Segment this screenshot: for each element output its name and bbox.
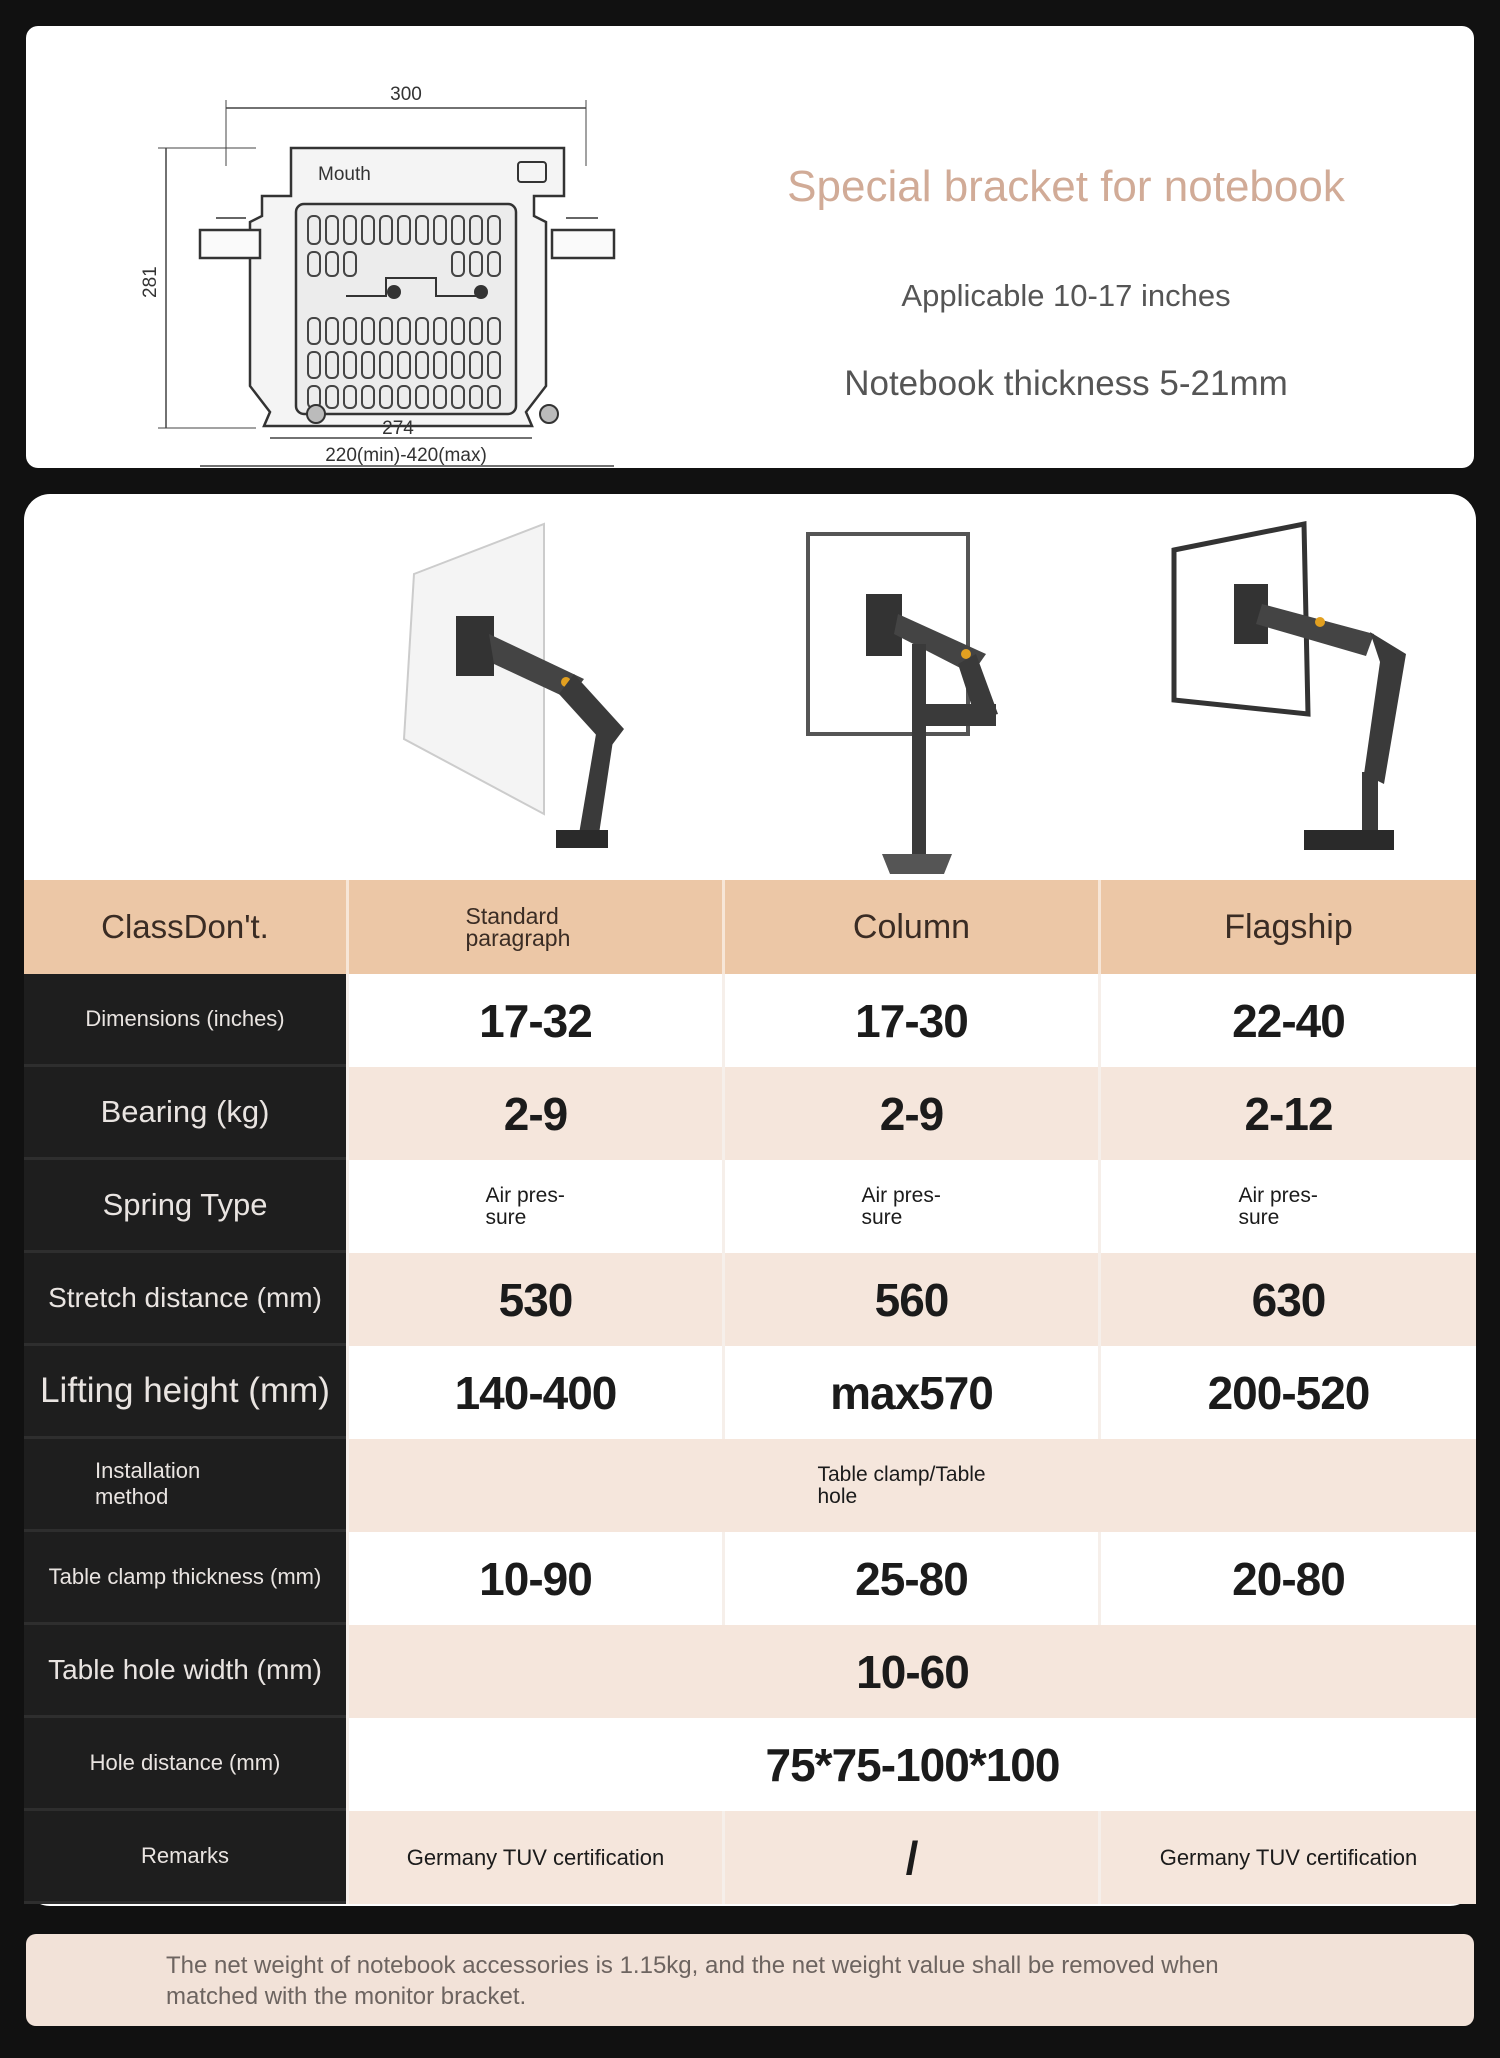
cell-span: 10-60 <box>346 1625 1476 1718</box>
table-row <box>24 1718 1476 1811</box>
weight-note <box>26 1934 1474 2026</box>
notebook-bracket-diagram <box>140 56 666 476</box>
row-label: Bearing (kg) <box>24 1067 346 1160</box>
cell-flagship: 20-80 <box>1098 1532 1476 1625</box>
row-label: Remarks <box>24 1811 346 1904</box>
row-label: Table clamp thickness (mm) <box>24 1532 346 1625</box>
cell-flagship: 22-40 <box>1098 974 1476 1067</box>
row-label: Installation method <box>95 1458 201 1509</box>
notebook-bracket-card <box>26 26 1474 468</box>
cell-standard: 530 <box>346 1253 722 1346</box>
dim-274: 274 <box>382 418 414 439</box>
row-label: Hole distance (mm) <box>24 1718 346 1811</box>
cell-span: 75*75-100*100 <box>346 1718 1476 1811</box>
cell-column: 25-80 <box>722 1532 1098 1625</box>
mouth-label: Mouth <box>318 164 371 185</box>
column-arm-image <box>776 504 1076 874</box>
table-row <box>24 1253 1476 1346</box>
row-label: Stretch distance (mm) <box>24 1253 346 1346</box>
table-row <box>24 1439 1476 1532</box>
header-standard: Standard paragraph <box>465 903 571 951</box>
cell-column: 560 <box>722 1253 1098 1346</box>
table-row <box>24 1160 1476 1253</box>
cell-flagship: Air pres-sure <box>1238 1183 1318 1229</box>
cell-column: 17-30 <box>722 974 1098 1067</box>
cell-standard: 140-400 <box>346 1346 722 1439</box>
dim-300: 300 <box>390 84 422 105</box>
cell-flagship: 200-520 <box>1098 1346 1476 1439</box>
header-column: Column <box>722 880 1098 974</box>
applicable-size: Applicable 10-17 inches <box>901 278 1231 313</box>
table-row <box>24 1625 1476 1718</box>
table-header <box>24 880 1476 974</box>
cell-flagship: Germany TUV certification <box>1098 1811 1476 1904</box>
table-row <box>24 1532 1476 1625</box>
header-flagship: Flagship <box>1098 880 1476 974</box>
spec-table <box>24 880 1476 1904</box>
dim-281: 281 <box>140 266 161 298</box>
row-label: Dimensions (inches) <box>24 974 346 1067</box>
cell-flagship: 630 <box>1098 1253 1476 1346</box>
comparison-card <box>24 494 1476 1906</box>
cell-standard: 2-9 <box>346 1067 722 1160</box>
cell-standard: 10-90 <box>346 1532 722 1625</box>
cell-standard: 17-32 <box>346 974 722 1067</box>
flagship-arm-image <box>1144 504 1444 874</box>
table-row <box>24 1346 1476 1439</box>
standard-arm-image <box>384 504 684 874</box>
dim-range: 220(min)-420(max) <box>325 445 487 466</box>
cell-column: / <box>722 1811 1098 1904</box>
row-label: Lifting height (mm) <box>24 1346 346 1439</box>
row-label: Spring Type <box>24 1160 346 1253</box>
weight-note-text: The net weight of notebook accessories is 1.15kg, and the net weight value shall be removed when matched with the monitor bracket. <box>166 1952 1219 2010</box>
cell-standard: Germany TUV certification <box>346 1811 722 1904</box>
cell-span: Table clamp/Table hole <box>817 1462 986 1508</box>
cell-column: max570 <box>722 1346 1098 1439</box>
cell-column: 2-9 <box>722 1067 1098 1160</box>
table-row <box>24 1067 1476 1160</box>
bracket-title: Special bracket for notebook <box>787 162 1345 211</box>
table-row <box>24 974 1476 1067</box>
cell-column: Air pres-sure <box>861 1183 941 1229</box>
table-row <box>24 1811 1476 1904</box>
product-images <box>24 494 1476 880</box>
row-label: Table hole width (mm) <box>24 1625 346 1718</box>
cell-standard: Air pres-sure <box>485 1183 565 1229</box>
notebook-thickness: Notebook thickness 5-21mm <box>844 364 1288 403</box>
cell-flagship: 2-12 <box>1098 1067 1476 1160</box>
header-class: ClassDon't. <box>24 880 346 974</box>
